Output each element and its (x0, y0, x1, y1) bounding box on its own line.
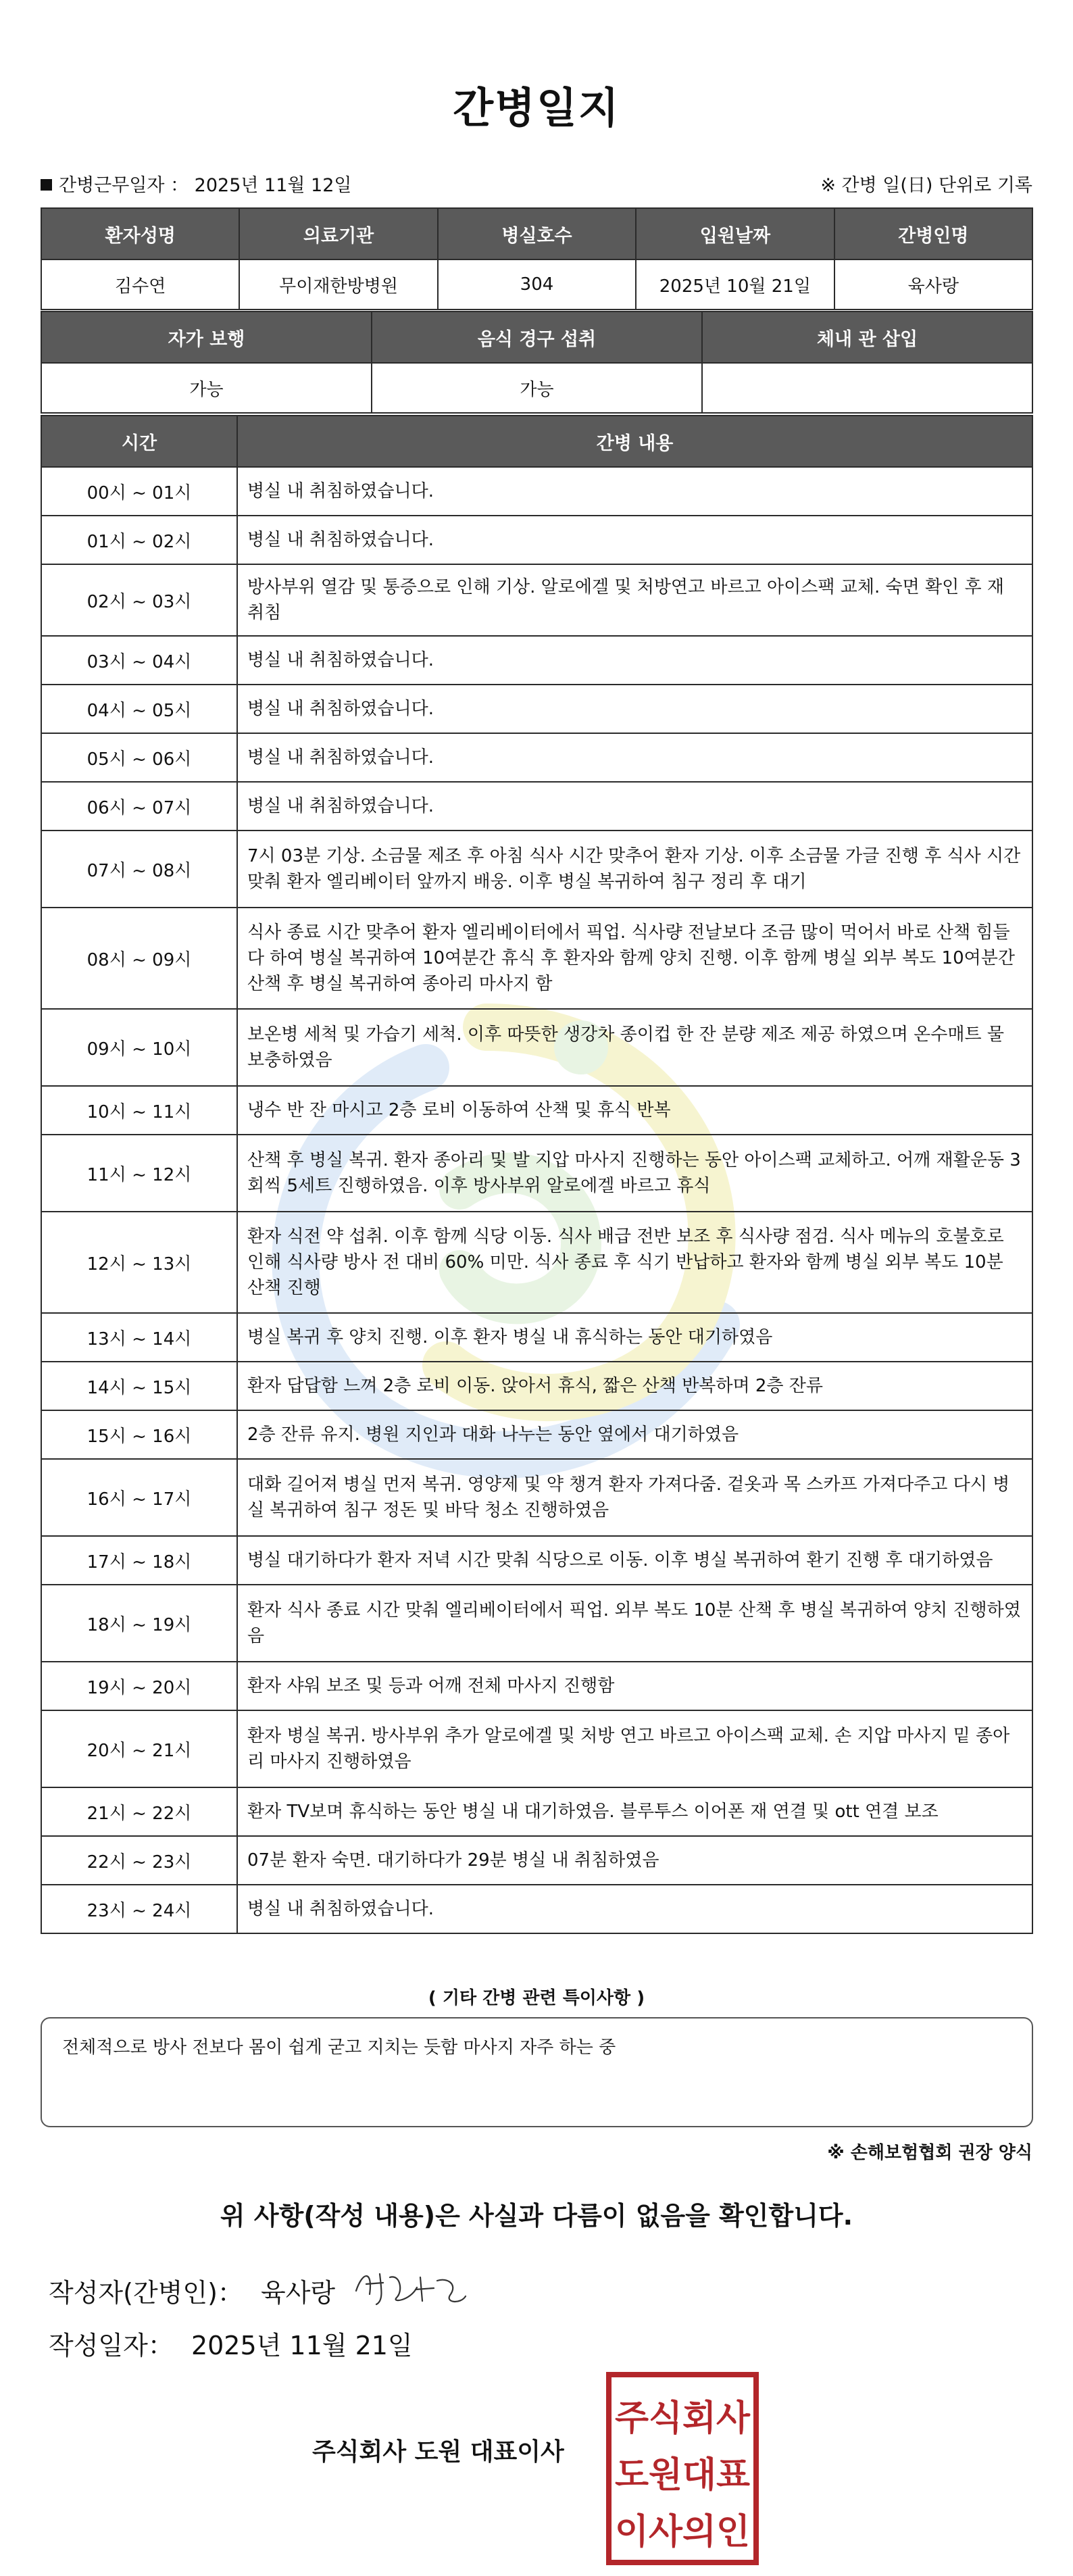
svg-text:이사의인: 이사의인 (615, 2512, 750, 2552)
header-cell: 자가 보행 (41, 312, 372, 363)
writer-label: 작성자(간병인)： (49, 2278, 243, 2308)
log-content-cell: 병실 내 취침하였습니다. (237, 733, 1032, 782)
table-row (41, 1787, 1032, 1836)
patient-info-table (41, 207, 1033, 310)
svg-text:주식회사: 주식회사 (615, 2398, 751, 2439)
medical-institution: 무이재한방병원 (239, 259, 437, 309)
tube-insertion-value (702, 363, 1032, 413)
log-time-cell: 01시 ~ 02시 (41, 516, 237, 564)
log-content-cell: 2층 잔류 유지. 병원 지인과 대화 나누는 동안 옆에서 대기하였음 (237, 1410, 1032, 1459)
header-cell: 체내 관 삽입 (702, 312, 1032, 363)
log-content-cell: 병실 내 취침하였습니다. (237, 516, 1032, 564)
log-time-cell: 07시 ~ 08시 (41, 831, 237, 908)
table-header-row (41, 416, 1032, 467)
log-time-cell: 10시 ~ 11시 (41, 1086, 237, 1135)
table-row (41, 1585, 1032, 1662)
care-work-date: 간병근무일자 ： 2025년 11월 12일 (41, 170, 352, 197)
table-row (41, 831, 1032, 908)
table-row (41, 1086, 1032, 1135)
log-time-cell: 00시 ~ 01시 (41, 467, 237, 516)
log-content-cell: 식사 종료 시간 맞추어 환자 엘리베이터에서 픽업. 식사량 전날보다 조금 많이 먹어서 바로 산책 힘들다 하여 병실 복귀하여 10여분간 휴식 후 환자와 함께 양치 진행. 이후 함께 병실 외부 복도 10여분간 산책 후 병실 복귀하여 종아리 마사지 함 (237, 908, 1032, 1009)
table-row (41, 1536, 1032, 1585)
log-content-cell: 07분 환자 숙면. 대기하다가 29분 병실 내 취침하였음 (237, 1836, 1032, 1885)
table-row (41, 564, 1032, 636)
admission-date: 2025년 10월 21일 (636, 259, 834, 309)
log-time-cell: 08시 ~ 09시 (41, 908, 237, 1009)
log-time-cell: 09시 ~ 10시 (41, 1009, 237, 1086)
writer-line (49, 2272, 335, 2309)
header-cell: 환자성명 (41, 208, 239, 259)
log-content-cell: 병실 내 취침하였습니다. (237, 467, 1032, 516)
care-log-table (41, 415, 1033, 1934)
table-row (41, 1710, 1032, 1787)
date-value: 2025년 11월 21일 (191, 2331, 413, 2360)
table-row (41, 908, 1032, 1009)
table-row (41, 1410, 1032, 1459)
log-time-cell: 19시 ~ 20시 (41, 1662, 237, 1710)
table-row (41, 1009, 1032, 1086)
record-unit-note: ※ 간병 일(日) 단위로 기록 (820, 175, 1032, 196)
log-content-cell: 환자 샤워 보조 및 등과 어깨 전체 마사지 진행함 (237, 1662, 1032, 1710)
room-number: 304 (438, 259, 636, 309)
svg-text:도원대표: 도원대표 (615, 2455, 750, 2496)
log-content-cell: 산책 후 병실 복귀. 환자 종아리 및 발 지압 마사지 진행하는 동안 아이스팩 교체하고. 어깨 재활운동 3회씩 5세트 진행하였음. 이후 방사부위 알로에겔 바르고 휴식 (237, 1135, 1032, 1212)
table-header-row (41, 312, 1032, 363)
caregiver-name: 육사랑 (834, 259, 1032, 309)
log-content-cell: 대화 길어져 병실 먼저 복귀. 영양제 및 약 챙겨 환자 가져다줌. 겉옷과 목 스카프 가져다주고 다시 병실 복귀하여 침구 정돈 및 바닥 청소 진행하였음 (237, 1459, 1032, 1536)
log-time-cell: 16시 ~ 17시 (41, 1459, 237, 1536)
company-seal-stamp (605, 2371, 760, 2567)
table-row (41, 1362, 1032, 1410)
header-cell: 입원날짜 (636, 208, 834, 259)
table-row (41, 1885, 1032, 1933)
written-date-line (49, 2325, 413, 2362)
table-row (41, 516, 1032, 564)
log-content-cell: 환자 답답함 느껴 2층 로비 이동. 앉아서 휴식, 짧은 산책 반복하며 2층 잔류 (237, 1362, 1032, 1410)
header-cell: 간병인명 (834, 208, 1032, 259)
table-row (41, 467, 1032, 516)
log-content-cell: 7시 03분 기상. 소금물 제조 후 아침 식사 시간 맞추어 환자 기상. 이후 소금물 가글 진행 후 식사 시간 맞춰 환자 엘리베이터 앞까지 배웅. 이후 병실 복귀하여 침구 정리 후 대기 (237, 831, 1032, 908)
special-notes-box: 전체적으로 방사 전보다 몸이 쉽게 굳고 지치는 듯함 마사지 자주 하는 중 (41, 2017, 1033, 2127)
log-content-cell: 환자 식전 약 섭취. 이후 함께 식당 이동. 식사 배급 전반 보조 후 식사량 점검. 식사 메뉴의 호불호로 인해 식사량 방사 전 대비 60% 미만. 식사 종료 후 식기 반납하고 환자와 함께 병실 외부 복도 10분 산책 진행 (237, 1212, 1032, 1313)
log-time-cell: 06시 ~ 07시 (41, 782, 237, 831)
log-time-cell: 05시 ~ 06시 (41, 733, 237, 782)
log-time-cell: 22시 ~ 23시 (41, 1836, 237, 1885)
log-content-cell: 병실 내 취침하였습니다. (237, 685, 1032, 733)
log-content-cell: 병실 내 취침하였습니다. (237, 1885, 1032, 1933)
header-cell: 간병 내용 (237, 416, 1032, 467)
log-content-cell: 병실 복귀 후 양치 진행. 이후 환자 병실 내 휴식하는 동안 대기하였음 (237, 1313, 1032, 1362)
log-time-cell: 21시 ~ 22시 (41, 1787, 237, 1836)
table-row (41, 363, 1032, 413)
writer-name: 육사랑 (261, 2278, 336, 2308)
log-content-cell: 환자 식사 종료 시간 맞춰 엘리베이터에서 픽업. 외부 복도 10분 산책 후 병실 복귀하여 양치 진행하였음 (237, 1585, 1032, 1662)
log-time-cell: 02시 ~ 03시 (41, 564, 237, 636)
log-time-cell: 12시 ~ 13시 (41, 1212, 237, 1313)
square-bullet-icon (41, 179, 52, 191)
log-time-cell: 23시 ~ 24시 (41, 1885, 237, 1933)
log-content-cell: 방사부위 열감 및 통증으로 인해 기상. 알로에겔 및 처방연고 바르고 아이스팩 교체. 숙면 확인 후 재 취침 (237, 564, 1032, 636)
table-row (41, 782, 1032, 831)
care-log-body (41, 467, 1032, 1933)
log-content-cell: 병실 내 취침하였습니다. (237, 782, 1032, 831)
log-time-cell: 11시 ~ 12시 (41, 1135, 237, 1212)
log-time-cell: 15시 ~ 16시 (41, 1410, 237, 1459)
special-notes-title: ( 기타 간병 관련 특이사항 ) (428, 1988, 645, 2008)
self-walking-value: 가능 (41, 363, 372, 413)
log-time-cell: 18시 ~ 19시 (41, 1585, 237, 1662)
patient-name: 김수연 (41, 259, 239, 309)
log-time-cell: 04시 ~ 05시 (41, 685, 237, 733)
table-row (41, 1135, 1032, 1212)
header-cell: 병실호수 (438, 208, 636, 259)
log-time-cell: 20시 ~ 21시 (41, 1710, 237, 1787)
log-content-cell: 환자 TV보며 휴식하는 동안 병실 내 대기하였음. 블루투스 이어폰 재 연결 및 ott 연결 보조 (237, 1787, 1032, 1836)
log-content-cell: 병실 내 취침하였습니다. (237, 636, 1032, 685)
log-time-cell: 13시 ~ 14시 (41, 1313, 237, 1362)
signature-image (349, 2264, 471, 2311)
header-cell: 음식 경구 섭취 (372, 312, 702, 363)
page-title: 간병일지 (453, 83, 620, 132)
date-label: 작성일자： (49, 2331, 174, 2360)
company-representative: 주식회사 도원 대표이사 (312, 2438, 564, 2466)
recommended-form-note: ※ 손해보험협회 권장 양식 (827, 2143, 1032, 2163)
log-content-cell: 냉수 반 잔 마시고 2층 로비 이동하여 산책 및 휴식 반복 (237, 1086, 1032, 1135)
header-cell: 의료기관 (239, 208, 437, 259)
log-content-cell: 병실 대기하다가 환자 저녁 시간 맞춰 식당으로 이동. 이후 병실 복귀하여 환기 진행 후 대기하였음 (237, 1536, 1032, 1585)
log-time-cell: 14시 ~ 15시 (41, 1362, 237, 1410)
confirmation-statement: 위 사항(작성 내용)은 사실과 다름이 없음을 확인합니다. (220, 2201, 853, 2231)
table-header-row (41, 208, 1032, 259)
table-row (41, 685, 1032, 733)
log-time-cell: 03시 ~ 04시 (41, 636, 237, 685)
log-time-cell: 17시 ~ 18시 (41, 1536, 237, 1585)
table-row (41, 1836, 1032, 1885)
table-row (41, 259, 1032, 309)
table-row (41, 1212, 1032, 1313)
header-cell: 시간 (41, 416, 237, 467)
table-row (41, 1313, 1032, 1362)
table-row (41, 636, 1032, 685)
log-content-cell: 보온병 세척 및 가습기 세척. 이후 따뜻한 생강차 종이컵 한 잔 분량 제조 제공 하였으며 온수매트 물 보충하였음 (237, 1009, 1032, 1086)
log-content-cell: 환자 병실 복귀. 방사부위 추가 알로에겔 및 처방 연고 바르고 아이스팩 교체. 손 지압 마사지 밑 종아리 마사지 진행하였음 (237, 1710, 1032, 1787)
oral-intake-value: 가능 (372, 363, 702, 413)
table-row (41, 1662, 1032, 1710)
table-row (41, 733, 1032, 782)
patient-ability-table (41, 311, 1033, 414)
table-row (41, 1459, 1032, 1536)
